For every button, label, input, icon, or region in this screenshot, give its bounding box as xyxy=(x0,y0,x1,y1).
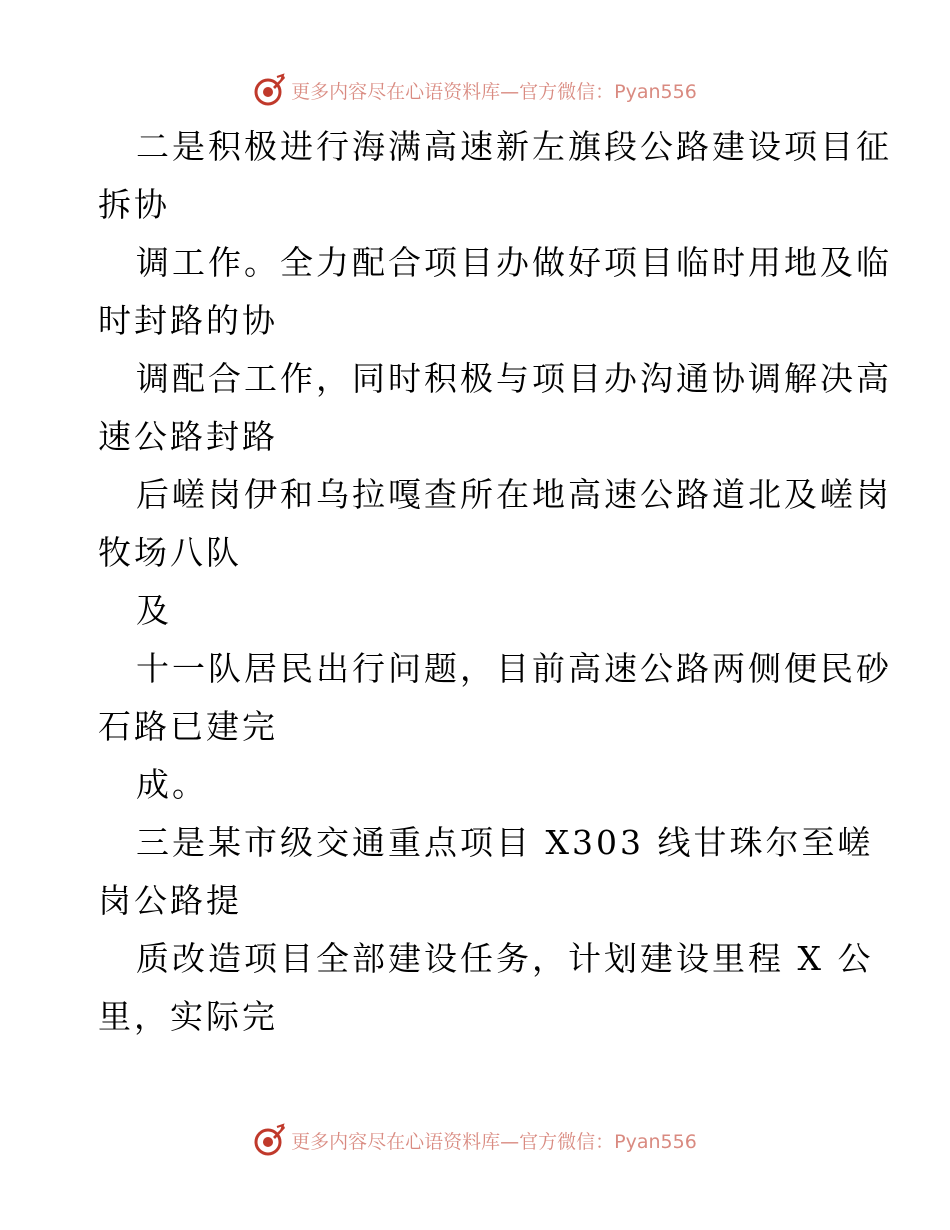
text-line: 拆协 xyxy=(98,185,170,224)
text-line: 时封路的协 xyxy=(98,301,278,340)
text-line: 质改造项目全部建设任务，计划建设里程 X 公 xyxy=(136,939,874,978)
text-line: 十一队居民出行问题，目前高速公路两侧便民砂 xyxy=(136,649,892,688)
watermark-text: 更多内容尽在心语资料库—官方微信：Pyan556 xyxy=(291,1130,697,1153)
text-line: 三是某市级交通重点项目 X303 线甘珠尔至嵯 xyxy=(136,823,874,862)
quill-seal-icon xyxy=(253,73,287,107)
text-line: 里，实际完 xyxy=(98,997,278,1036)
text-line: 岗公路提 xyxy=(98,881,242,920)
text-line: 成。 xyxy=(136,765,208,804)
header-watermark xyxy=(0,70,950,110)
footer-watermark xyxy=(0,1120,950,1160)
text-line: 速公路封路 xyxy=(98,417,278,456)
text-line: 调工作。全力配合项目办做好项目临时用地及临 xyxy=(136,243,892,282)
text-line: 二是积极进行海满高速新左旗段公路建设项目征 xyxy=(136,127,892,166)
text-line: 石路已建完 xyxy=(98,707,278,746)
watermark-text: 更多内容尽在心语资料库—官方微信：Pyan556 xyxy=(291,80,697,103)
text-line: 后嵯岗伊和乌拉嘎查所在地高速公路道北及嵯岗 xyxy=(136,475,892,514)
text-line: 调配合工作，同时积极与项目办沟通协调解决高 xyxy=(136,359,892,398)
quill-seal-icon xyxy=(253,1123,287,1157)
document-body xyxy=(98,118,892,1046)
text-line: 牧场八队 xyxy=(98,533,242,572)
text-line: 及 xyxy=(136,591,172,630)
